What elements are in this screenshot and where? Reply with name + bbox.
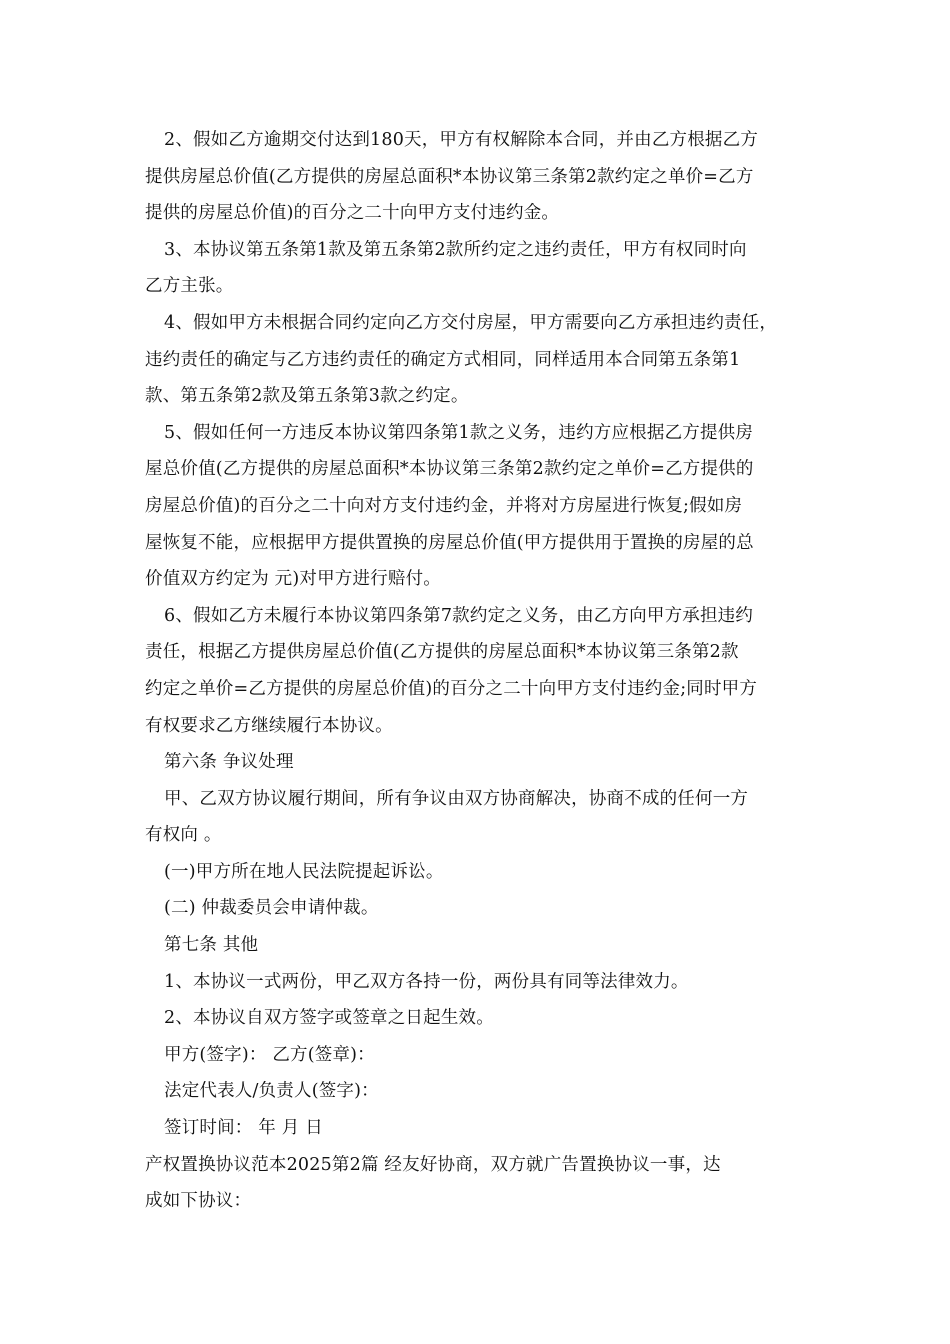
text-line: 成如下协议： [145, 1191, 252, 1212]
document-body [145, 122, 825, 1220]
text-line: 6、假如乙方未履行本协议第四条第7款约定之义务，由乙方向甲方承担违约 [164, 605, 754, 626]
text-line: 责任，根据乙方提供房屋总价值(乙方提供的房屋总面积*本协议第三条第2款 [145, 642, 739, 663]
text-line: 1、本协议一式两份，甲乙双方各持一份，两份具有同等法律效力。 [164, 971, 689, 992]
text-line: 4、假如甲方未根据合同约定向乙方交付房屋，甲方需要向乙方承担违约责任， [164, 312, 778, 333]
text-line: 约定之单价=乙方提供的房屋总价值)的百分之二十向甲方支付违约金;同时甲方 [145, 678, 758, 699]
text-line: 甲、乙双方协议履行期间，所有争议由双方协商解决，协商不成的任何一方 [164, 788, 749, 809]
text-line: 屋恢复不能，应根据甲方提供置换的房屋总价值(甲方提供用于置换的房屋的总 [145, 532, 754, 553]
text-line: 第七条 其他 [164, 935, 259, 956]
text-line: 有权向 。 [145, 825, 222, 846]
text-line: 提供的房屋总价值)的百分之二十向甲方支付违约金。 [145, 203, 560, 224]
text-line: 5、假如任何一方违反本协议第四条第1款之义务，违约方应根据乙方提供房 [164, 422, 754, 443]
text-line: 有权要求乙方继续履行本协议。 [145, 715, 393, 736]
text-line: 甲方(签字)： 乙方(签章)： [164, 1044, 375, 1065]
text-line: 3、本协议第五条第1款及第五条第2款所约定之违约责任，甲方有权同时向 [164, 239, 747, 260]
text-line: 签订时间： 年 月 日 [164, 1118, 323, 1139]
text-line: 乙方主张。 [145, 276, 234, 297]
text-line: 提供房屋总价值(乙方提供的房屋总面积*本协议第三条第2款约定之单价=乙方 [145, 166, 754, 187]
text-line: 2、假如乙方逾期交付达到180天，甲方有权解除本合同，并由乙方根据乙方 [164, 130, 759, 150]
text-line: 第六条 争议处理 [164, 752, 294, 773]
text-line: 2、本协议自双方签字或签章之日起生效。 [164, 1008, 494, 1029]
text-line: 违约责任的确定与乙方违约责任的确定方式相同，同样适用本合同第五条第1 [145, 349, 741, 370]
text-line: 款、第五条第2款及第五条第3款之约定。 [145, 386, 469, 407]
text-line: 产权置换协议范本2025第2篇 经友好协商，双方就广告置换协议一事，达 [145, 1154, 721, 1175]
text-line: (一)甲方所在地人民法院提起诉讼。 [164, 861, 444, 882]
text-line: 屋总价值(乙方提供的房屋总面积*本协议第三条第2款约定之单价=乙方提供的 [145, 459, 754, 480]
text-line: 法定代表人/负责人(签字)： [164, 1081, 379, 1102]
text-line: 价值双方约定为 元)对甲方进行赔付。 [145, 569, 441, 590]
text-line: (二) 仲裁委员会申请仲裁。 [164, 898, 379, 919]
text-line: 房屋总价值)的百分之二十向对方支付违约金，并将对方房屋进行恢复;假如房 [145, 495, 743, 516]
